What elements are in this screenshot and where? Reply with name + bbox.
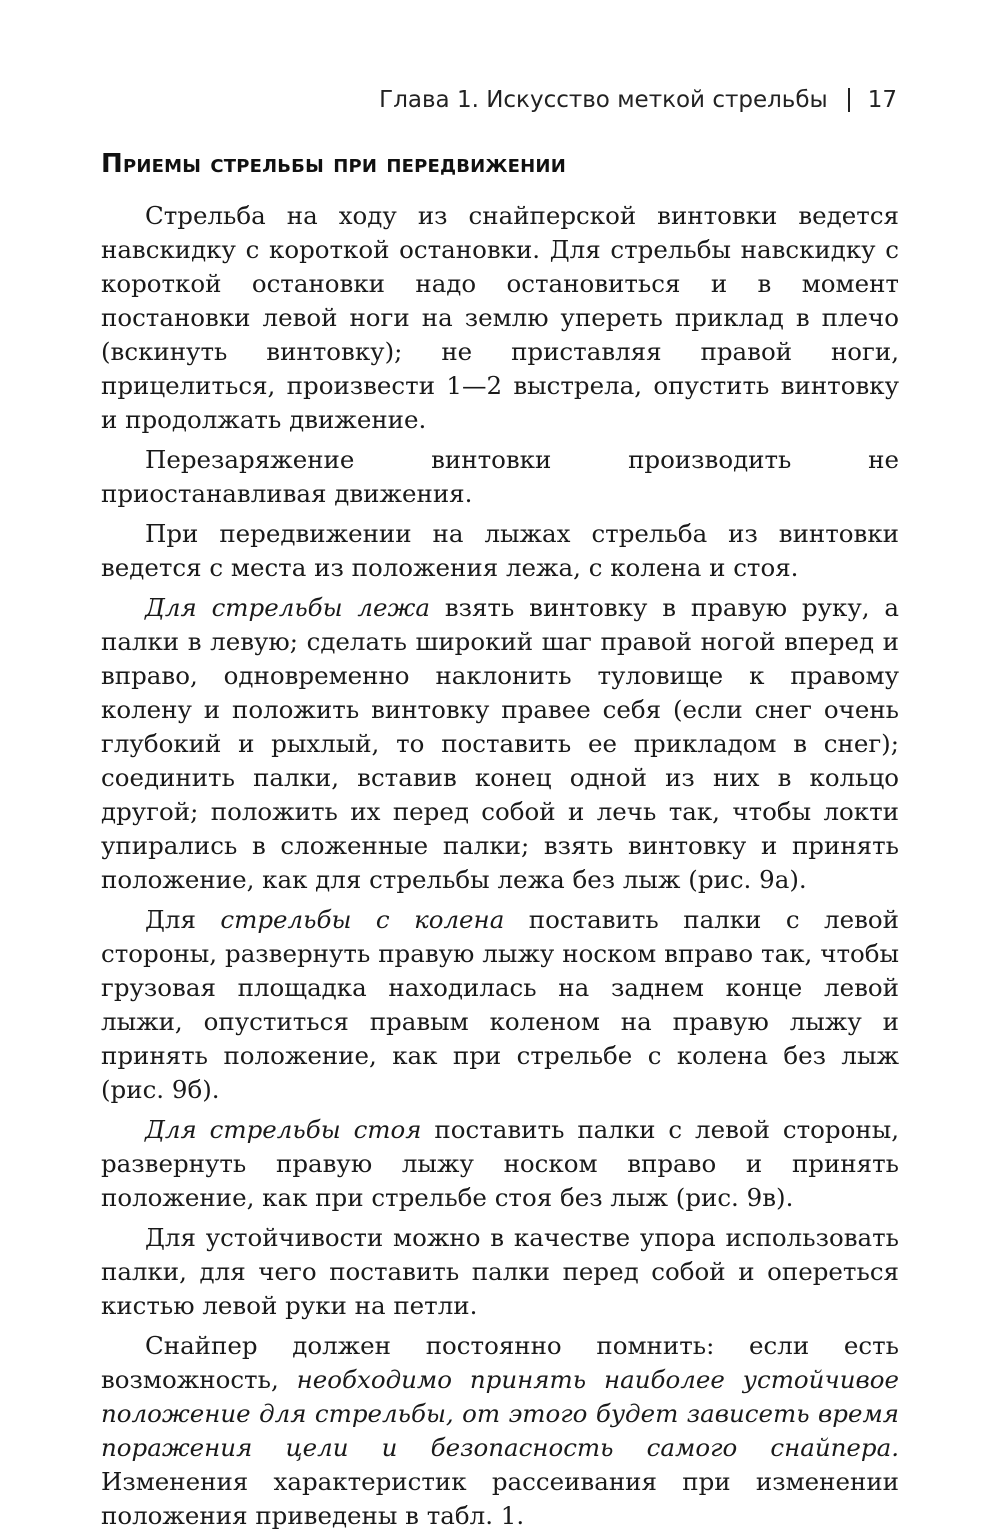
page-number: 17: [867, 87, 897, 113]
italic-phrase: Для стрельбы стоя: [145, 1114, 422, 1144]
paragraph-5: Для стрельбы с колена поставить палки с левой стороны, развернуть правую лыжу носком вправо так, чтобы грузовая площадка находилась на заднем конце левой лыжи, опуститься правым коленом на правую лыжу и принять положение, как при стрельбе с колена без лыж (рис. 9б).: [101, 904, 899, 1104]
section-title: Приемы стрельбы при передвижении: [101, 149, 566, 179]
paragraph-8: Снайпер должен постоянно помнить: если есть возможность, необходимо принять наиболее устойчивое положение для стрельбы, от этого будет зависеть время поражения цели и безопасность самого снайпера. Изменения характеристик рассеивания при изменении положения приведены в табл. 1.: [101, 1330, 899, 1530]
italic-phrase: стрельбы с колена: [220, 904, 505, 934]
book-page: [101, 80, 899, 1539]
italic-phrase: необходимо принять наиболее устойчивое положение для стрельбы, от этого будет зависеть время поражения цели и безопасность самого снайпера.: [101, 1364, 899, 1462]
paragraph-2: Перезаряжение винтовки производить не приостанавливая движения.: [101, 444, 899, 508]
paragraph-4: Для стрельбы лежа взять винтовку в правую руку, а палки в левую; сделать широкий шаг правой ногой вперед и вправо, одновременно наклонить туловище к правому колену и положить винтовку правее себя (если снег очень глубокий и рыхлый, то поставить ее прикладом в снег); соединить палки, вставив конец одной из них в кольцо другой; положить их перед собой и лечь так, чтобы локти упирались в сложенные палки; взять винтовку и принять положение, как для стрельбы лежа без лыж (рис. 9а).: [101, 592, 899, 894]
running-header: [101, 80, 897, 120]
chapter-title: Глава 1. Искусство меткой стрельбы: [379, 87, 828, 113]
paragraph-7: Для устойчивости можно в качестве упора использовать палки, для чего поставить палки перед собой и опереться кистью левой руки на петли.: [101, 1222, 899, 1320]
header-separator: [848, 88, 850, 112]
paragraph-6: Для стрельбы стоя поставить палки с левой стороны, развернуть правую лыжу носком вправо и принять положение, как при стрельбе стоя без лыж (рис. 9в).: [101, 1114, 899, 1212]
paragraph-1: Стрельба на ходу из снайперской винтовки ведется навскидку с короткой остановки. Для стрельбы навскидку с короткой остановки надо остановиться и в момент постановки левой ноги на землю упереть приклад в плечо (вскинуть винтовку); не приставляя правой ноги, прицелиться, произвести 1—2 выстрела, опустить винтовку и продолжать движение.: [101, 200, 899, 434]
paragraph-3: При передвижении на лыжах стрельба из винтовки ведется с места из положения лежа, с колена и стоя.: [101, 518, 899, 582]
italic-phrase: Для стрельбы лежа: [145, 592, 430, 622]
body-text: [101, 199, 899, 1533]
